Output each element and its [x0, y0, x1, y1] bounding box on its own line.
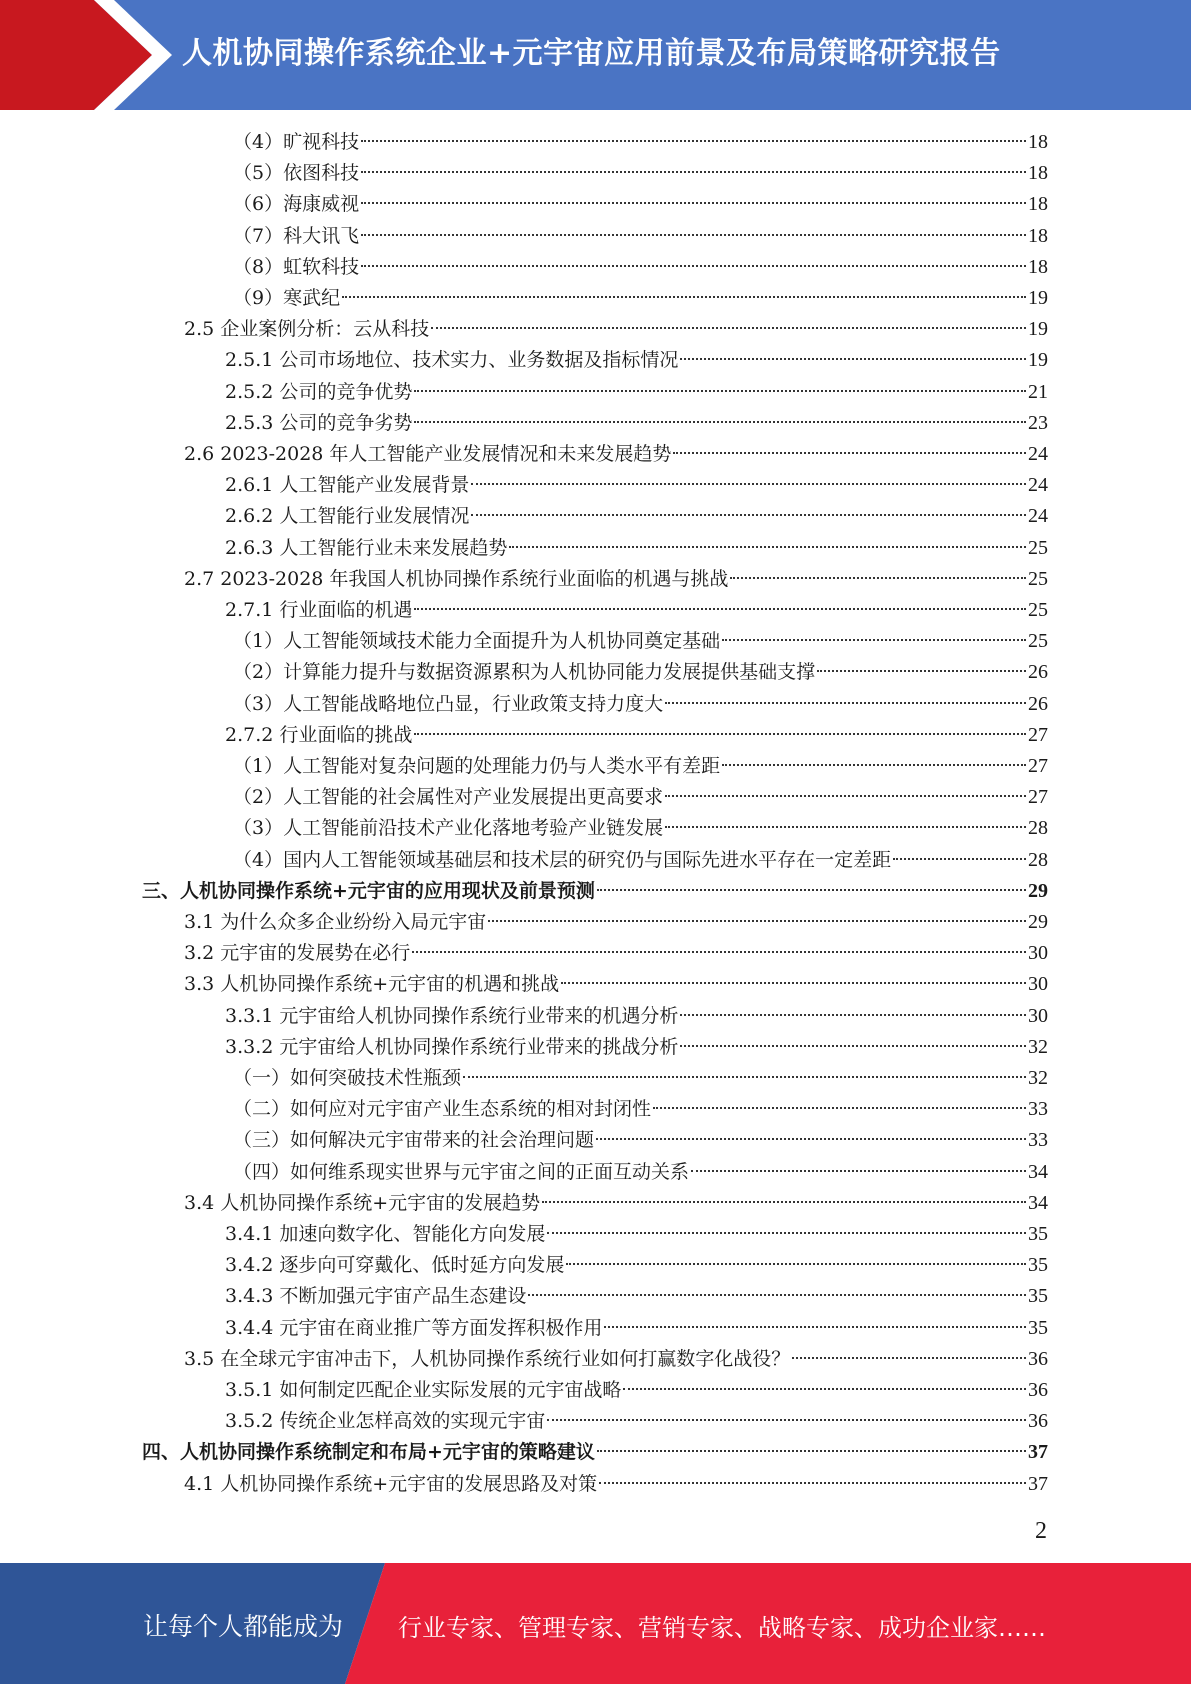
toc-entry[interactable]: [233, 782, 1048, 812]
toc-entry-title: （2）人工智能的社会属性对产业发展提出更高要求: [233, 786, 664, 809]
toc-entry[interactable]: [233, 189, 1048, 219]
toc-dot-leader: [596, 1138, 1026, 1140]
toc-entry-page: 26: [1028, 692, 1048, 715]
toc-entry-page: 25: [1028, 630, 1048, 653]
toc-dot-leader: [597, 1450, 1026, 1452]
toc-entry-page: 18: [1028, 224, 1048, 247]
toc-entry-title: （二）如何应对元宇宙产业生态系统的相对封闭性: [233, 1098, 652, 1121]
toc-entry-title: 3.4 人机协同操作系统+元宇宙的发展趋势: [184, 1191, 541, 1214]
toc-entry[interactable]: [184, 1188, 1048, 1218]
toc-dot-leader: [463, 1076, 1026, 1078]
toc-dot-leader: [528, 1294, 1026, 1296]
toc-dot-leader: [665, 826, 1026, 828]
toc-entry-title: 3.5.1 如何制定匹配企业实际发展的元宇宙战略: [225, 1379, 622, 1401]
toc-entry[interactable]: [184, 1344, 1048, 1374]
toc-entry-title: 3.2 元宇宙的发展势在必行: [184, 942, 411, 965]
toc-dot-leader: [414, 390, 1026, 392]
toc-entry-title: （1）人工智能领域技术能力全面提升为人机协同奠定基础: [233, 630, 721, 653]
toc-entry[interactable]: [233, 657, 1048, 687]
toc-entry-page: 21: [1028, 380, 1048, 403]
toc-entry-title: 2.7 2023-2028 年我国人机协同操作系统行业面临的机遇与挑战: [184, 567, 729, 590]
toc-entry[interactable]: [184, 907, 1048, 937]
toc-entry-page: 18: [1028, 193, 1048, 216]
toc-entry[interactable]: [142, 1437, 1048, 1467]
footer-slogan-left: 让每个人都能成为: [143, 1612, 344, 1641]
toc-entry-page: 24: [1028, 474, 1048, 497]
toc-entry-title: （3）人工智能前沿技术产业化落地考验产业链发展: [233, 817, 664, 840]
toc-entry[interactable]: [233, 813, 1048, 843]
toc-entry-title: （三）如何解决元宇宙带来的社会治理问题: [233, 1129, 595, 1152]
toc-entry[interactable]: [225, 408, 1048, 438]
toc-entry-title: 3.3.2 元宇宙给人机协同操作系统行业带来的挑战分析: [225, 1035, 679, 1058]
toc-entry-page: 35: [1028, 1316, 1048, 1339]
toc-entry[interactable]: [184, 1469, 1048, 1499]
toc-dot-leader: [471, 483, 1026, 485]
toc-entry-title: 2.6.2 人工智能行业发展情况: [225, 505, 470, 528]
toc-entry-title: 2.7.1 行业面临的机遇: [225, 599, 413, 621]
toc-dot-leader: [597, 889, 1026, 891]
toc-entry[interactable]: [233, 751, 1048, 781]
toc-entry-page: 28: [1028, 848, 1048, 871]
toc-entry-title: （9）寒武纪: [233, 287, 341, 309]
toc-entry-title: （8）虹软科技: [233, 255, 360, 278]
toc-dot-leader: [412, 951, 1026, 953]
toc-entry-title: 3.4.4 元宇宙在商业推广等方面发挥积极作用: [225, 1316, 603, 1339]
toc-entry-title: （2）计算能力提升与数据资源累积为人机协同能力发展提供基础支撑: [233, 661, 816, 684]
toc-dot-leader: [623, 1388, 1026, 1390]
toc-entry-page: 35: [1028, 1254, 1048, 1277]
toc-entry-page: 36: [1028, 1379, 1048, 1401]
toc-entry[interactable]: [233, 1094, 1048, 1124]
toc-entry[interactable]: [225, 720, 1048, 750]
toc-entry[interactable]: [233, 127, 1048, 157]
toc-dot-leader: [414, 733, 1026, 735]
toc-entry[interactable]: [233, 283, 1048, 313]
toc-entry-title: （1）人工智能对复杂问题的处理能力仍与人类水平有差距: [233, 755, 721, 777]
toc-dot-leader: [893, 858, 1026, 860]
toc-entry-page: 36: [1028, 1410, 1048, 1433]
toc-entry-page: 25: [1028, 567, 1048, 590]
toc-entry[interactable]: [225, 1001, 1048, 1031]
toc-entry-page: 30: [1028, 1004, 1048, 1027]
toc-entry-page: 29: [1028, 911, 1048, 933]
toc-entry-title: （7）科大讯飞: [233, 224, 360, 247]
toc-entry-title: （4）国内人工智能领域基础层和技术层的研究仍与国际先进水平存在一定差距: [233, 848, 892, 871]
toc-entry[interactable]: [225, 595, 1048, 625]
toc-dot-leader: [414, 421, 1026, 423]
toc-entry[interactable]: [225, 1375, 1048, 1405]
toc-entry-title: （一）如何突破技术性瓶颈: [233, 1067, 462, 1089]
toc-dot-leader: [730, 577, 1026, 579]
toc-entry-title: 4.1 人机协同操作系统+元宇宙的发展思路及对策: [184, 1472, 598, 1495]
toc-entry-page: 19: [1028, 318, 1048, 341]
toc-dot-leader: [792, 1357, 1026, 1359]
toc-entry-page: 25: [1028, 536, 1048, 559]
toc-entry-page: 32: [1028, 1035, 1048, 1058]
toc-entry-page: 33: [1028, 1129, 1048, 1152]
toc-dot-leader: [665, 702, 1026, 704]
toc-entry-page: 34: [1028, 1160, 1048, 1183]
toc-entry[interactable]: [233, 689, 1048, 719]
toc-dot-leader: [542, 1201, 1026, 1203]
toc-dot-leader: [561, 982, 1026, 984]
toc-entry[interactable]: [225, 1032, 1048, 1062]
toc-entry-page: 35: [1028, 1285, 1048, 1308]
toc-entry-title: 2.6 2023-2028 年人工智能产业发展情况和未来发展趋势: [184, 443, 672, 465]
toc-dot-leader: [722, 764, 1026, 766]
toc-entry-page: 34: [1028, 1191, 1048, 1214]
toc-dot-leader: [653, 1107, 1026, 1109]
toc-entry-page: 32: [1028, 1067, 1048, 1089]
toc-entry-page: 37: [1028, 1441, 1048, 1464]
toc-entry-page: 18: [1028, 162, 1048, 185]
toc-entry[interactable]: [184, 938, 1048, 968]
toc-dot-leader: [680, 1045, 1026, 1047]
toc-entry-title: 四、人机协同操作系统制定和布局+元宇宙的策略建议: [142, 1441, 595, 1464]
page-header: [0, 0, 1191, 110]
toc-dot-leader: [566, 1263, 1026, 1265]
toc-entry-page: 18: [1028, 131, 1048, 153]
toc-dot-leader: [431, 327, 1026, 329]
toc-dot-leader: [722, 639, 1026, 641]
toc-dot-leader: [691, 1170, 1026, 1172]
toc-entry[interactable]: [184, 969, 1048, 999]
toc-dot-leader: [547, 1419, 1026, 1421]
toc-entry[interactable]: [225, 533, 1048, 563]
toc-entry-title: 3.3 人机协同操作系统+元宇宙的机遇和挑战: [184, 973, 560, 996]
toc-entry-title: 3.5 在全球元宇宙冲击下，人机协同操作系统行业如何打赢数字化战役？: [184, 1347, 791, 1370]
toc-entry[interactable]: [184, 314, 1048, 344]
toc-dot-leader: [361, 140, 1026, 142]
toc-entry-page: 27: [1028, 723, 1048, 746]
toc-dot-leader: [547, 1232, 1026, 1234]
toc-entry[interactable]: [184, 564, 1048, 594]
toc-dot-leader: [665, 795, 1026, 797]
toc-entry-page: 36: [1028, 1347, 1048, 1370]
toc-dot-leader: [673, 452, 1026, 454]
toc-entry[interactable]: [233, 252, 1048, 282]
toc-dot-leader: [471, 514, 1026, 516]
toc-dot-leader: [342, 296, 1026, 298]
toc-entry-page: 27: [1028, 755, 1048, 777]
toc-dot-leader: [361, 202, 1026, 204]
toc-entry[interactable]: [233, 221, 1048, 251]
toc-entry-title: 三、人机协同操作系统+元宇宙的应用现状及前景预测: [142, 879, 595, 902]
toc-entry-page: 37: [1028, 1472, 1048, 1495]
toc-entry[interactable]: [225, 470, 1048, 500]
toc-dot-leader: [361, 265, 1026, 267]
toc-entry[interactable]: [225, 1250, 1048, 1280]
page-number: 2: [1035, 1518, 1047, 1544]
toc-entry[interactable]: [233, 1063, 1048, 1093]
toc-entry-title: （4）旷视科技: [233, 131, 360, 153]
toc-entry-page: 18: [1028, 255, 1048, 278]
toc-entry-page: 24: [1028, 505, 1048, 528]
toc-entry-page: 30: [1028, 973, 1048, 996]
toc-entry-title: （3）人工智能战略地位凸显，行业政策支持力度大: [233, 692, 664, 715]
toc-entry-title: 3.4.3 不断加强元宇宙产品生态建设: [225, 1285, 527, 1308]
toc-entry[interactable]: [142, 876, 1048, 906]
toc-entry-page: 30: [1028, 942, 1048, 965]
toc-entry-page: 27: [1028, 786, 1048, 809]
toc-entry[interactable]: [225, 1313, 1048, 1343]
toc-dot-leader: [680, 358, 1026, 360]
toc-entry-title: 2.5.2 公司的竞争优势: [225, 380, 413, 403]
toc-entry-title: 3.3.1 元宇宙给人机协同操作系统行业带来的机遇分析: [225, 1004, 679, 1027]
toc-entry[interactable]: [225, 1406, 1048, 1436]
toc-entry-page: 19: [1028, 349, 1048, 372]
toc-entry[interactable]: [225, 1219, 1048, 1249]
toc-entry-title: （6）海康威视: [233, 193, 360, 216]
toc-entry[interactable]: [225, 377, 1048, 407]
toc-entry[interactable]: [233, 1157, 1048, 1187]
toc-entry-page: 24: [1028, 443, 1048, 465]
toc-entry[interactable]: [233, 1125, 1048, 1155]
toc-entry[interactable]: [225, 501, 1048, 531]
toc-entry-title: 3.5.2 传统企业怎样高效的实现元宇宙: [225, 1410, 546, 1433]
toc-entry-page: 29: [1028, 879, 1048, 902]
toc-entry-page: 25: [1028, 599, 1048, 621]
toc-entry[interactable]: [233, 158, 1048, 188]
report-title: 人机协同操作系统企业+元宇宙应用前景及布局策略研究报告: [182, 36, 1001, 71]
toc-entry[interactable]: [225, 1281, 1048, 1311]
toc-entry-page: 19: [1028, 287, 1048, 309]
toc-entry-page: 23: [1028, 411, 1048, 434]
toc-entry-title: 3.4.1 加速向数字化、智能化方向发展: [225, 1223, 546, 1245]
toc-dot-leader: [680, 1014, 1026, 1016]
toc-entry[interactable]: [233, 626, 1048, 656]
toc-entry-title: 3.4.2 逐步向可穿戴化、低时延方向发展: [225, 1254, 565, 1277]
toc-entry-page: 28: [1028, 817, 1048, 840]
toc-entry-page: 26: [1028, 661, 1048, 684]
toc-entry-title: 3.1 为什么众多企业纷纷入局元宇宙: [184, 911, 487, 933]
toc-dot-leader: [604, 1326, 1026, 1328]
toc-entry-page: 33: [1028, 1098, 1048, 1121]
toc-entry-title: 2.5.1 公司市场地位、技术实力、业务数据及指标情况: [225, 349, 679, 372]
toc-entry[interactable]: [184, 439, 1048, 469]
footer-slogan-right: 行业专家、管理专家、营销专家、战略专家、成功企业家……: [398, 1614, 1046, 1642]
toc-dot-leader: [488, 920, 1026, 922]
toc-entry-title: 2.5 企业案例分析：云从科技: [184, 318, 430, 341]
toc-dot-leader: [361, 171, 1026, 173]
toc-dot-leader: [599, 1482, 1026, 1484]
page-footer: [0, 1563, 1191, 1684]
toc-entry-title: （5）依图科技: [233, 162, 360, 185]
toc-entry-title: （四）如何维系现实世界与元宇宙之间的正面互动关系: [233, 1160, 690, 1183]
toc-entry-title: 2.7.2 行业面临的挑战: [225, 723, 413, 746]
toc-dot-leader: [817, 670, 1026, 672]
toc-entry-page: 35: [1028, 1223, 1048, 1245]
toc-entry-title: 2.6.3 人工智能行业未来发展趋势: [225, 536, 508, 559]
toc-dot-leader: [509, 546, 1026, 548]
toc-entry[interactable]: [233, 845, 1048, 875]
toc-entry[interactable]: [225, 345, 1048, 375]
toc-entry-title: 2.6.1 人工智能产业发展背景: [225, 474, 470, 497]
toc-entry-title: 2.5.3 公司的竞争劣势: [225, 411, 413, 434]
toc-dot-leader: [361, 234, 1026, 236]
toc-dot-leader: [414, 608, 1026, 610]
